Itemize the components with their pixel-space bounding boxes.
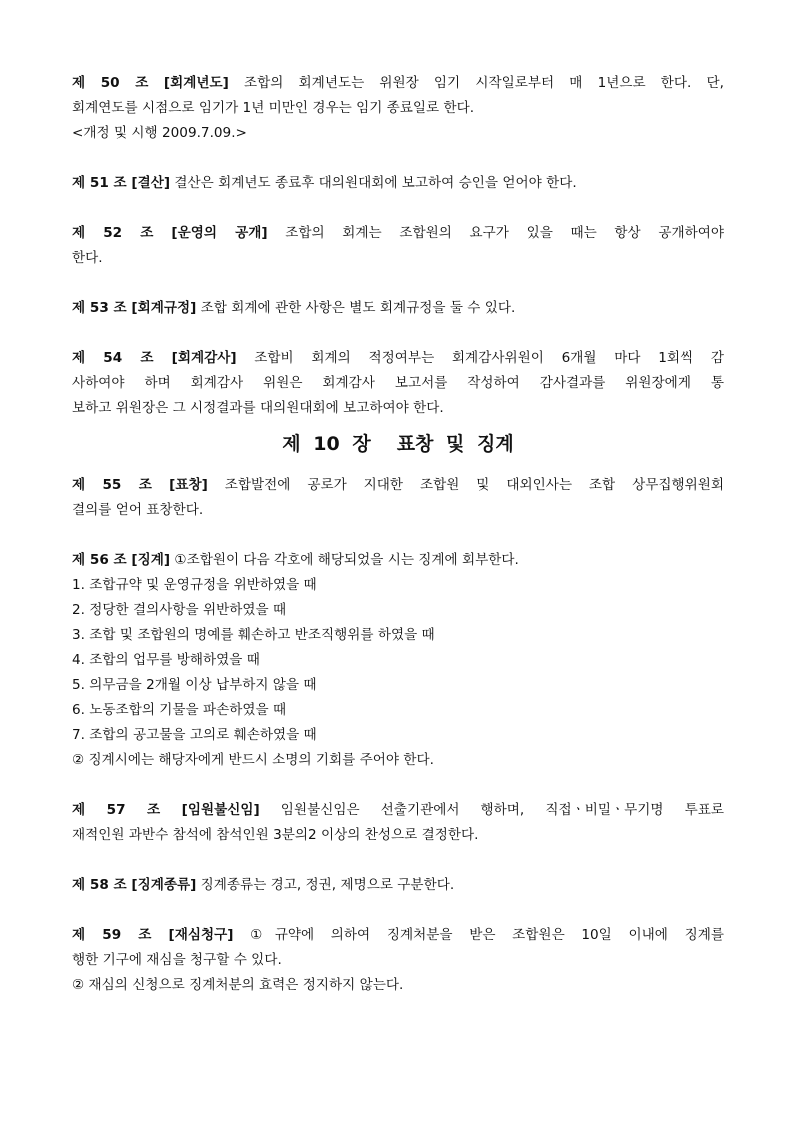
list-item: 4. 조합의 업무를 방해하였을 때 xyxy=(72,652,260,668)
list-item: ② 징계시에는 해당자에게 반드시 소명의 기회를 주어야 한다. xyxy=(72,752,434,768)
article-56-heading: 제 56 조 [징계] xyxy=(72,552,171,568)
article-52-line-1: 제 52 조 [운영의 공개] 조합의 회계는 조합원의 요구가 있을 때는 항상 공개하여야 xyxy=(72,225,724,241)
article-58 xyxy=(72,873,724,898)
article-54-line-3: 보하고 위원장은 그 시정결과를 대의원대회에 보고하여야 한다. xyxy=(72,400,444,416)
article-57-line-1: 제 57 조 [임원불신임] 임원불신임은 선출기관에서 행하며, 직접ㆍ비밀ㆍ무기명 투표로 xyxy=(72,802,724,818)
document-body xyxy=(72,71,724,998)
article-59-heading: 제 59 조 [재심청구] xyxy=(72,927,234,943)
article-51-line-1: 제 51 조 [결산] 결산은 회계년도 종료후 대의원대회에 보고하여 승인을 얻어야 한다. xyxy=(72,175,577,191)
article-59-line-1: 제 59 조 [재심청구] ①규약에 의하여 징계처분을 받은 조합원은 10일 이내에 징계를 xyxy=(72,927,724,943)
article-55-line-1: 제 55 조 [표창] 조합발전에 공로가 지대한 조합원 및 대외인사는 조합 상무집행위원회 xyxy=(72,477,724,493)
list-item: 2. 정당한 결의사항을 위반하였을 때 xyxy=(72,602,287,618)
article-50-line-3: <개정 및 시행 2009.7.09.> xyxy=(72,125,247,141)
article-57 xyxy=(72,798,724,848)
article-53-heading: 제 53 조 [회계규정] xyxy=(72,300,197,316)
chapter-number: 제 10 장 xyxy=(282,433,371,455)
article-55-line-2: 결의를 얻어 표창한다. xyxy=(72,502,204,518)
article-52-heading: 제 52 조 [운영의 공개] xyxy=(72,225,268,241)
article-53-line-1: 제 53 조 [회계규정] 조합 회계에 관한 사항은 별도 회계규정을 둘 수 있다. xyxy=(72,300,516,316)
list-item: 7. 조합의 공고물을 고의로 훼손하였을 때 xyxy=(72,727,317,743)
article-55-heading: 제 55 조 [표창] xyxy=(72,477,208,493)
article-58-heading: 제 58 조 [징계종류] xyxy=(72,877,197,893)
article-59 xyxy=(72,923,724,998)
article-58-line-1: 제 58 조 [징계종류] 징계종류는 경고, 정권, 제명으로 구분한다. xyxy=(72,877,455,893)
article-59-line-3: ② 재심의 신청으로 징계처분의 효력은 정지하지 않는다. xyxy=(72,977,404,993)
article-54-line-1: 제 54 조 [회계감사] 조합비 회계의 적정여부는 회계감사위원이 6개월 마다 1회씩 감 xyxy=(72,350,724,366)
article-56-line-1: 제 56 조 [징계] ①조합원이 다음 각호에 해당되었을 시는 징계에 회부한다. xyxy=(72,552,519,568)
article-50-heading: 제 50 조 [회계년도] xyxy=(72,75,229,91)
article-50-line-2: 회계연도를 시점으로 임기가 1년 미만인 경우는 임기 종료일로 한다. xyxy=(72,100,475,116)
article-51 xyxy=(72,171,724,196)
list-item: 3. 조합 및 조합원의 명예를 훼손하고 반조직행위를 하였을 때 xyxy=(72,627,435,643)
article-50 xyxy=(72,71,724,146)
article-52 xyxy=(72,221,724,271)
chapter-10-heading xyxy=(72,429,724,459)
article-59-line-2: 행한 기구에 재심을 청구할 수 있다. xyxy=(72,952,282,968)
article-54 xyxy=(72,346,724,421)
list-item: 1. 조합규약 및 운영규정을 위반하였을 때 xyxy=(72,577,317,593)
article-57-line-2: 재적인원 과반수 참석에 참석인원 3분의2 이상의 찬성으로 결정한다. xyxy=(72,827,479,843)
article-53 xyxy=(72,296,724,321)
chapter-title: 표창 및 징계 xyxy=(396,433,514,455)
article-54-line-2: 사하여야 하며 회계감사 위원은 회계감사 보고서를 작성하여 감사결과를 위원장에게 통 xyxy=(72,375,724,391)
article-50-line-1: 제 50 조 [회계년도] 조합의 회계년도는 위원장 임기 시작일로부터 매 1년으로 한다. 단, xyxy=(72,75,724,91)
list-item: 6. 노동조합의 기물을 파손하였을 때 xyxy=(72,702,287,718)
article-54-heading: 제 54 조 [회계감사] xyxy=(72,350,237,366)
article-51-heading: 제 51 조 [결산] xyxy=(72,175,171,191)
article-52-line-2: 한다. xyxy=(72,250,103,266)
article-57-heading: 제 57 조 [임원불신임] xyxy=(72,802,260,818)
article-56 xyxy=(72,548,724,773)
article-55 xyxy=(72,473,724,523)
list-item: 5. 의무금을 2개월 이상 납부하지 않을 때 xyxy=(72,677,317,693)
